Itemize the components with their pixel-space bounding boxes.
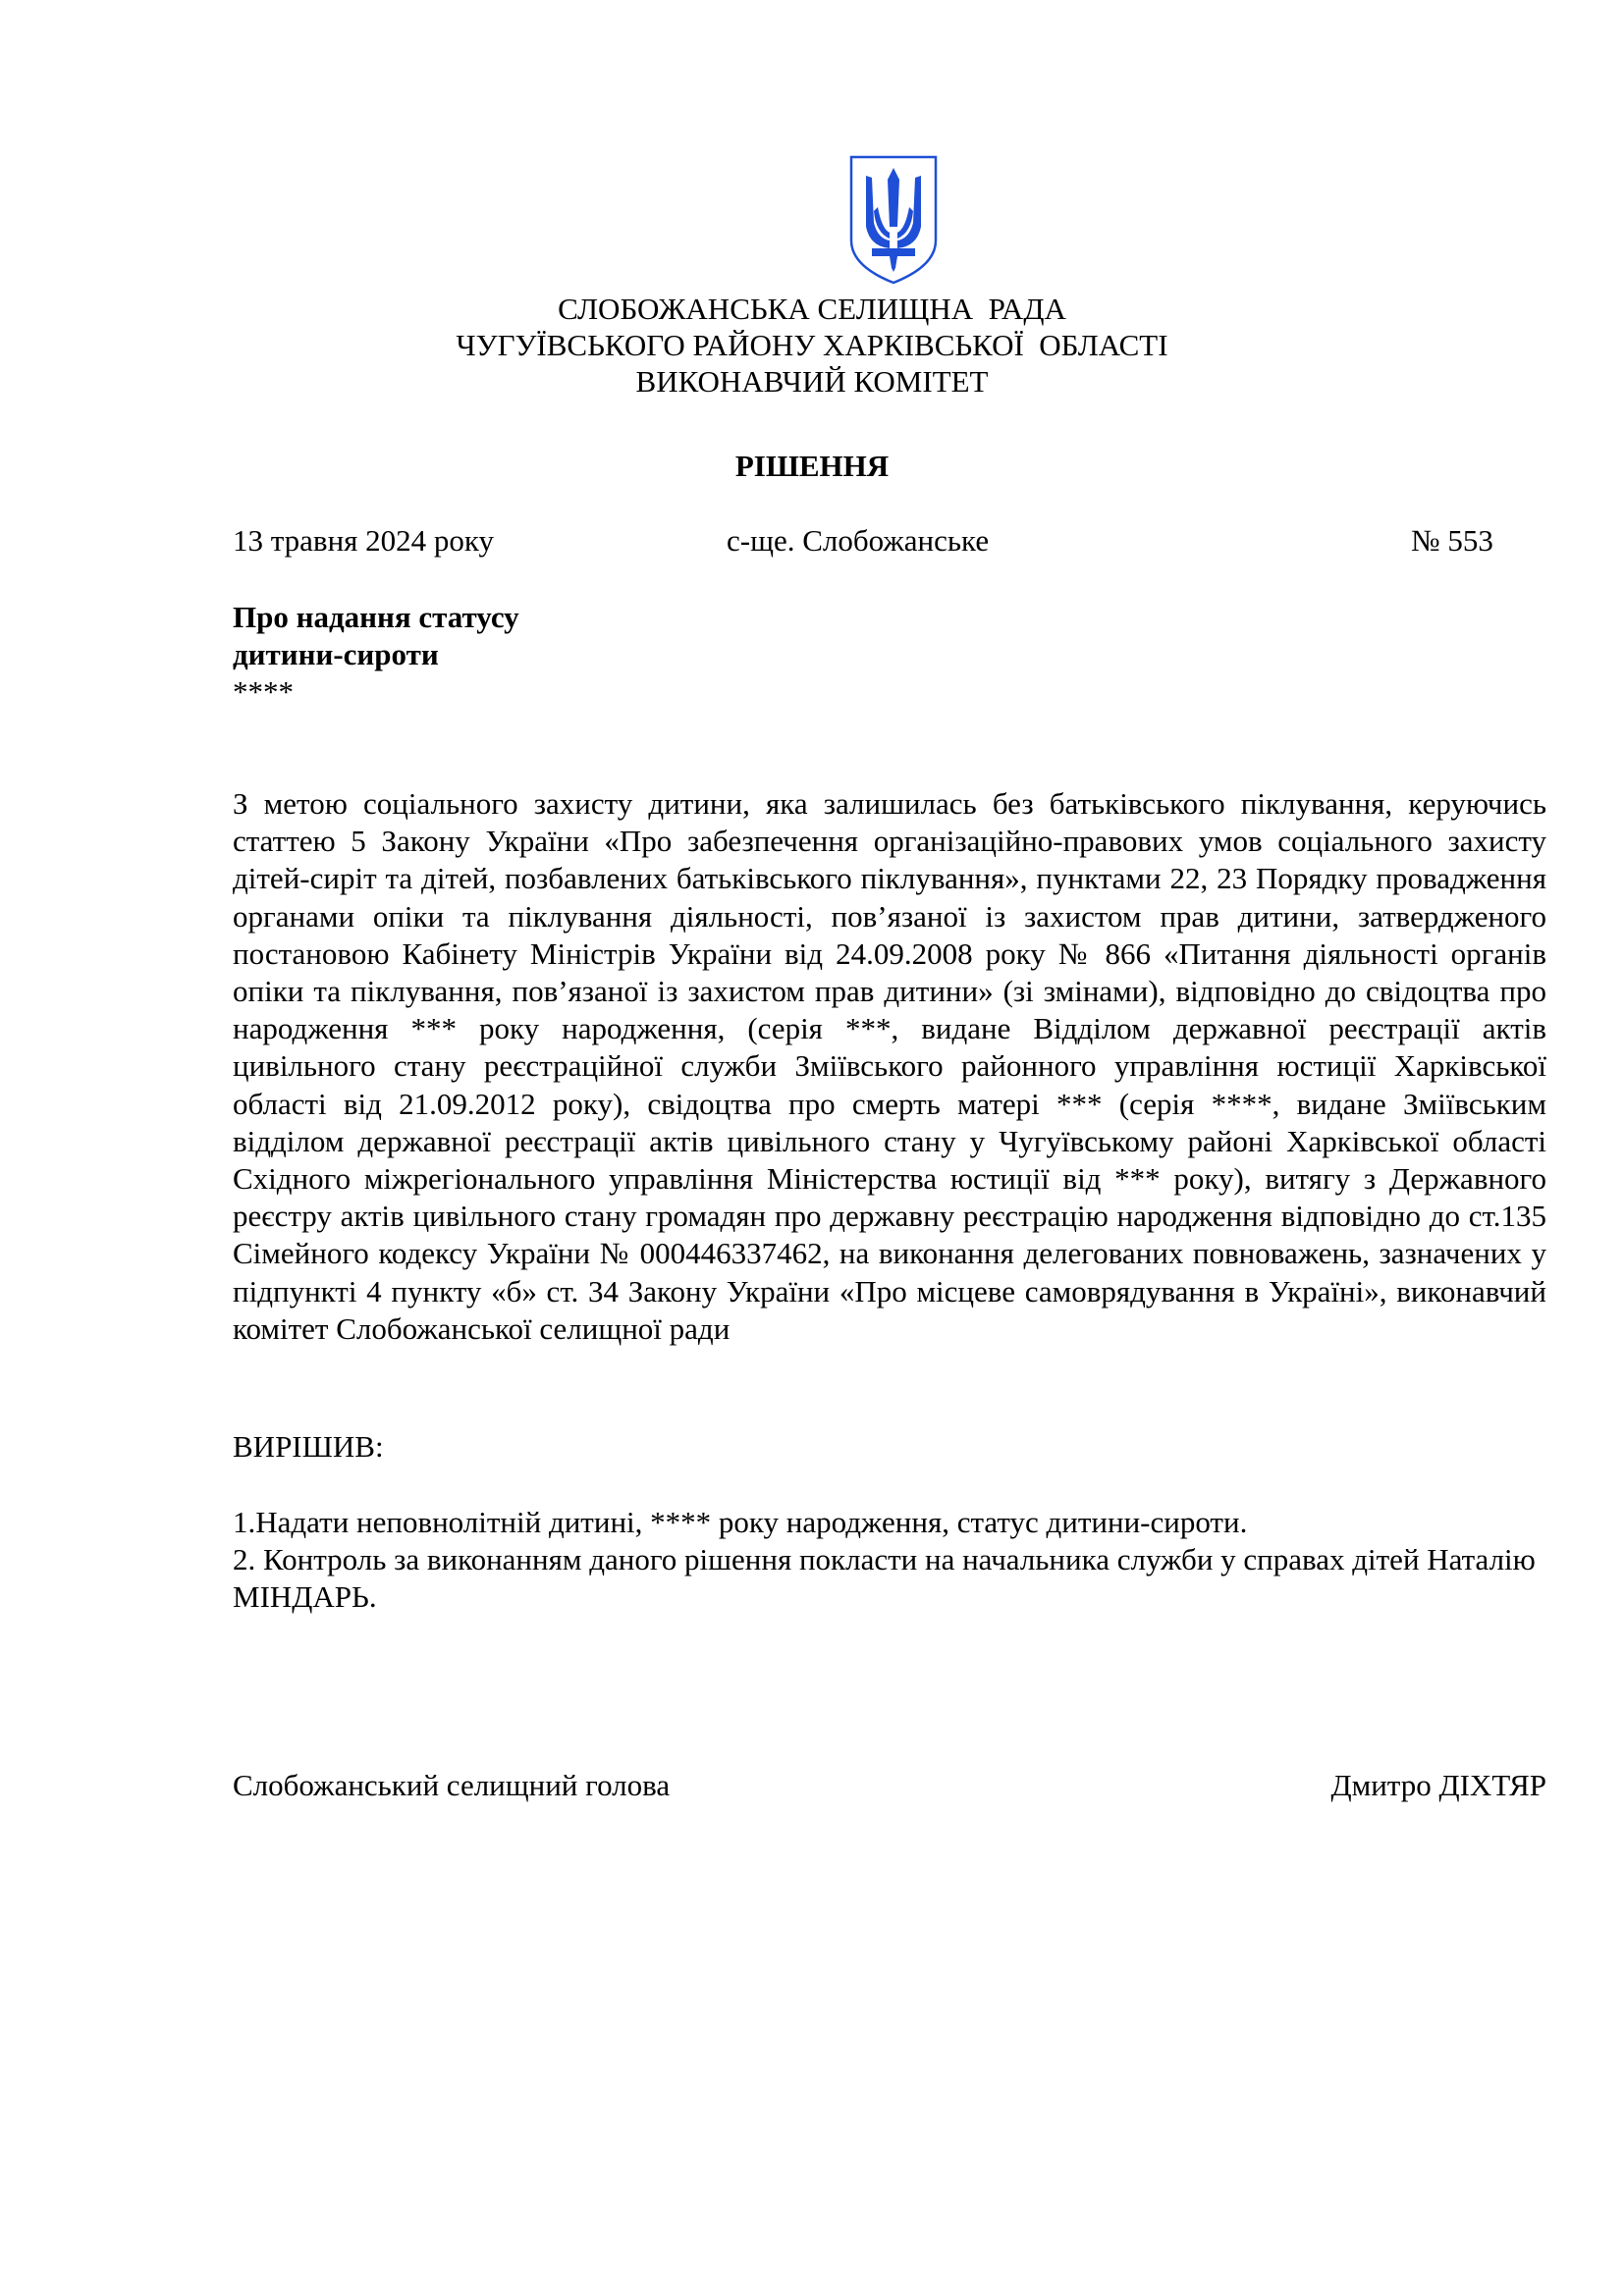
decision-item-2: 2. Контроль за виконанням даного рішення покласти на начальника служби у справах дітей Наталію МІНДАРЬ. (233, 1542, 1536, 1614)
header-district: ЧУГУЇВСЬКОГО РАЙОНУ ХАРКІВСЬКОЇ ОБЛАСТІ (456, 328, 1168, 362)
decision-place: с-ще. Слобожанське (727, 523, 990, 558)
decision-item-1: 1.Надати неповнолітній дитині, **** року народження, статус дитини-сироти. (233, 1505, 1248, 1539)
issuer-header (0, 291, 1624, 400)
resolved-heading: ВИРІШИВ: (233, 1429, 384, 1464)
subject-line-3: **** (233, 674, 294, 709)
subject-line-2: дитини-сироти (233, 637, 439, 671)
header-council-name: СЛОБОЖАНСЬКА СЕЛИЩНА РАДА (558, 292, 1066, 326)
signatory-name: Дмитро ДІХТЯР (1330, 1768, 1546, 1802)
header-committee: ВИКОНАВЧИЙ КОМІТЕТ (635, 364, 989, 399)
preamble-paragraph: З метою соціального захисту дитини, яка залишилась без батьківського піклування, керуючись статтею 5 Закону України «Про забезпечення організаційно-правових умов соціального захисту дітей-сиріт та дітей, позбавлених батьківського піклування», пунктами 22, 23 Порядку провадження органами опіки та піклування діяльності, пов’язаної із захистом прав дитини, затвердженого постановою Кабінету Міністрів України від 24.09.2008 року № 866 «Питання діяльності органів опіки та піклування, пов’язаної із захистом прав дитини» (зі змінами), відповідно до свідоцтва про народження *** року народження, (серія ***, видане Відділом державної реєстрації актів цивільного стану реєстраційної служби Зміївського районного управління юстиції Харківської області від 21.09.2012 року), свідоцтва про смерть матері *** (серія ****, видане Зміївським відділом державної реєстрації актів цивільного стану у Чугуївському районі Харківської області Східного міжрегіонального управління Міністерства юстиції від *** року), витягу з Державного реєстру актів цивільного стану громадян про державну реєстрацію народження відповідно до ст.135 Сімейного кодексу України № 000446337462, на виконання делегованих повноважень, зазначених у підпункті 4 пункту «б» ст. 34 Закону України «Про місцеве самоврядування в Україні», виконавчий комітет Слобожанської селищної ради (233, 786, 1546, 1346)
decision-number: № 553 (1411, 523, 1493, 558)
subject-line-1: Про надання статусу (233, 600, 519, 634)
decision-date: 13 травня 2024 року (233, 523, 495, 558)
document-title: РІШЕННЯ (734, 449, 890, 483)
decision-subject (233, 599, 519, 711)
decision-items (233, 1504, 1546, 1616)
trident-coat-of-arms-icon (848, 154, 939, 286)
signatory-title: Слобожанський селищний голова (233, 1768, 671, 1802)
